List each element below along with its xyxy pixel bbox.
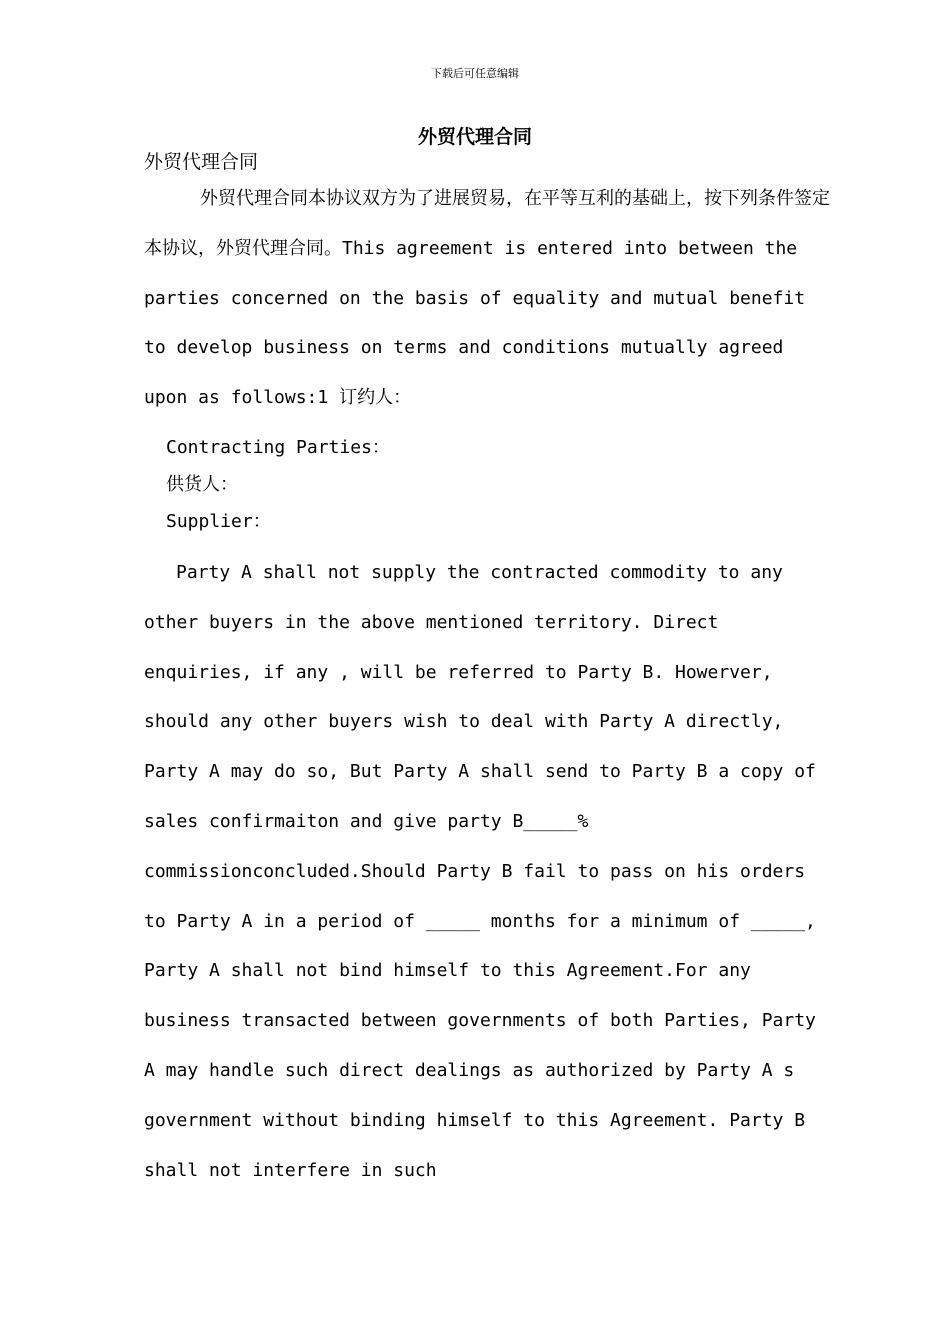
intro-paragraph: 外贸代理合同本协议双方为了进展贸易，在平等互利的基础上，按下列条件签定本协议，外贸代理合同。This agreement is entered into between the parties concerned on the basis of equality and mutual benefit to develop business on terms and conditions mutually agreed upon as follows:1 订约人： [144,188,830,409]
supplier-label-cn: 供货人： [166,474,238,495]
document-title: 外贸代理合同 [417,126,532,148]
terms-paragraph: Party A shall not supply the contracted commodity to any other buyers in the above mentioned territory. Direct enquiries, if any , will be referred to Party B. Howerver, should any other buyers wish to deal with Party A directly, Party A may do so, But Party A shall send to Party B a copy of sales confirmaiton and give party B_____% commissionconcluded.Should Party B fail to pass on his orders to Party A in a period of _____ months for a minimum of _____, Party A shall not bind himself to this Agreement.For any business transacted between governments of both Parties, Party A may handle such direct dealings as authorized by Party A s government without binding himself to this Agreement. Party B shall not interfere in such [144,562,827,1181]
header-note: 下载后可任意编辑 [431,67,519,80]
supplier-label-en: Supplier： [166,511,271,532]
document-subtitle: 外贸代理合同 [144,151,259,173]
contracting-parties-block [166,434,390,545]
contracting-parties-label: Contracting Parties： [166,437,390,458]
